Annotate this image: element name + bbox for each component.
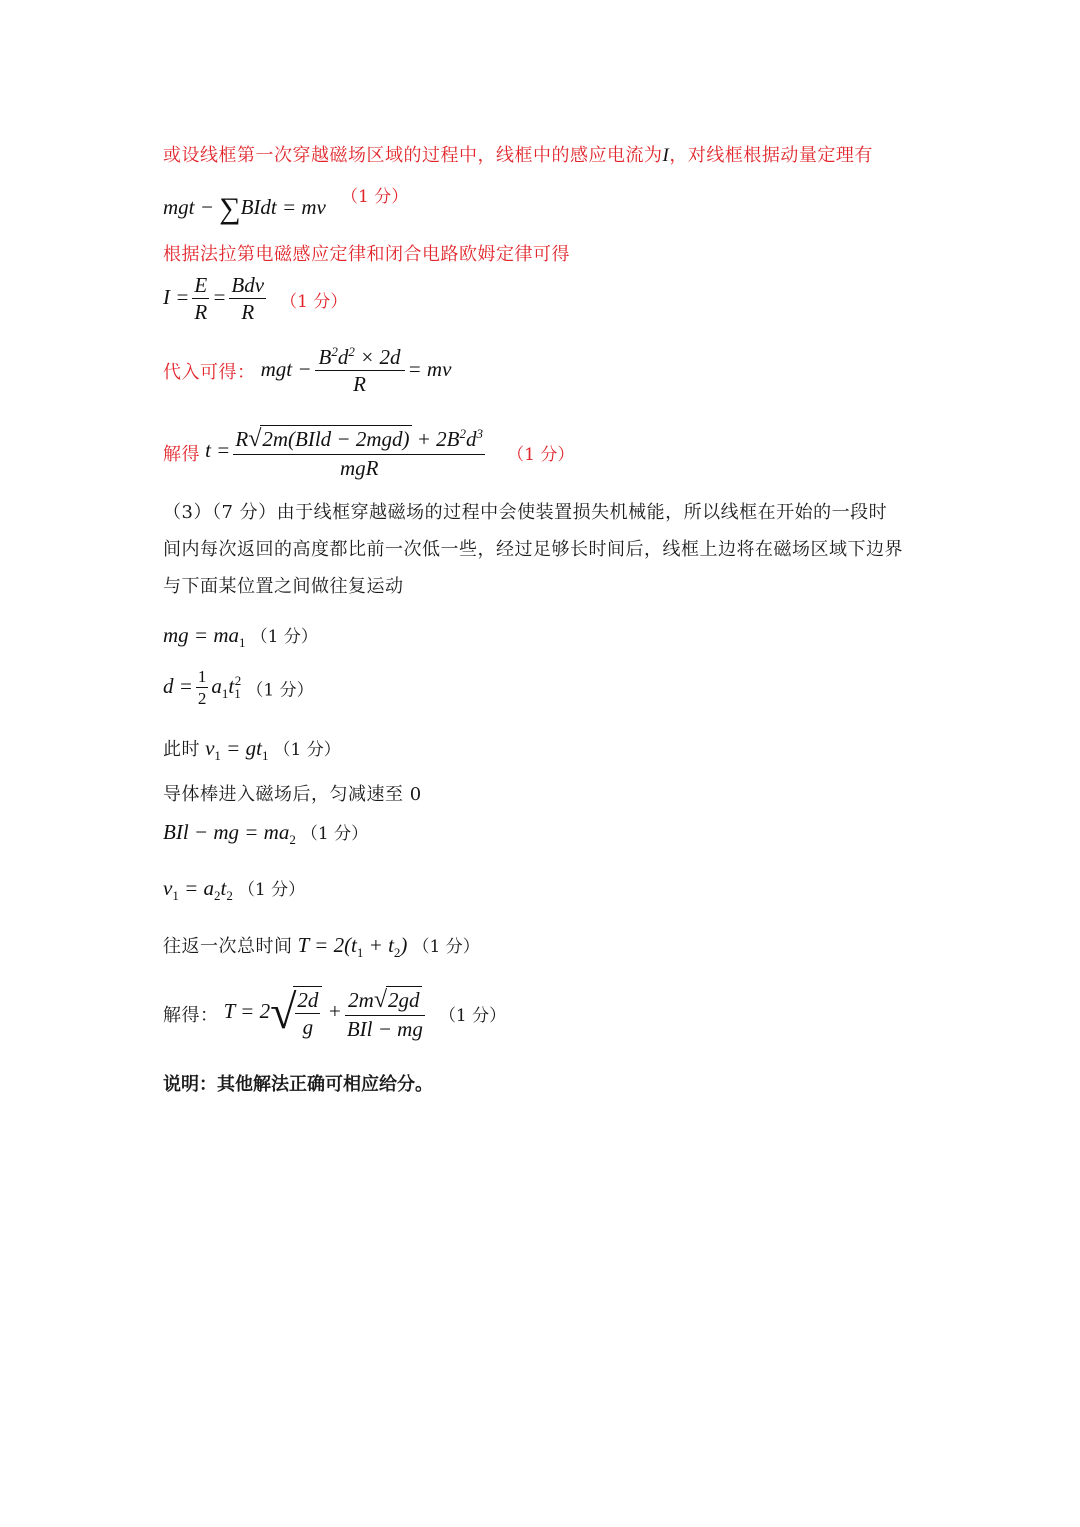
equation-distance (163, 666, 314, 710)
equation-gravity-body: mg = $ma_1$ (163, 623, 246, 651)
intro-text: 或设线框第一次穿越磁场区域的过程中，线框中的感应电流为 (163, 145, 663, 166)
score-label: （1 分） (273, 740, 341, 760)
score-label: （1 分） (237, 880, 306, 900)
equation-v1 (163, 875, 305, 904)
equation-final (163, 985, 506, 1042)
score-label: （1 分） (250, 627, 318, 647)
equation-deceleration-body: BIl − mg = $ma_2$ (163, 820, 296, 848)
rod-text: 导体棒进入磁场后，匀减速至 0 (163, 784, 422, 805)
score-label: （1 分） (300, 824, 369, 844)
equation-solve-t (163, 424, 574, 481)
equation-final-body: T = 2√ $\frac{2d}{g}$ + $\frac{2m√2gd}{\text{BIl − mg}}$ (223, 986, 423, 1041)
score-label: （1 分） (280, 291, 348, 312)
score-label: （1 分） (507, 445, 575, 466)
score-label: （1 分） (340, 187, 409, 207)
part3-line-2: 间内每次返回的高度都比前一次低一些，经过足够长时间后，线框上边将在磁场区域下边界 (163, 539, 903, 560)
equation-velocity-body: $v_1 = gt_1$ (205, 736, 269, 764)
final-solve-label: 解得： (163, 1004, 219, 1026)
equation-substitution-body: mgt − $\frac{B^2d^2 \times 2d}{R}$ = mv (260, 344, 452, 397)
grading-note: 说明：其他解法正确可相应给分。 (163, 1074, 433, 1095)
equation-current-body: I = $\frac{E}{R}$ = $\frac{\text{Bdv}}{R}$ (163, 273, 265, 325)
equation-distance-body: d = $\frac{1}{2}$ $a_1t_1^2$ (163, 667, 242, 709)
equation-momentum (163, 182, 408, 226)
equation-gravity (163, 622, 318, 651)
law-text: 根据法拉第电磁感应定律和闭合电路欧姆定律可得 (163, 244, 570, 265)
equation-deceleration (163, 819, 368, 848)
current-variable: I (662, 145, 670, 166)
score-label: （1 分） (438, 1006, 507, 1027)
substitution-label: 代入可得： (163, 362, 256, 384)
at-this-time-label: 此时 (163, 739, 200, 760)
intro-tail: ，对线框根据动量定理有 (669, 145, 873, 166)
equation-solve-t-body: t = $\frac{R√2m(BIld - 2mgd) + 2B^2d^3}{\text{mgR}}$ (205, 426, 484, 480)
equation-period-body: $T = 2(t_1 + t_2)$ (297, 933, 408, 961)
score-label: （1 分） (412, 937, 480, 957)
part3-line-3: 与下面某位置之间做往复运动 (163, 576, 404, 597)
equation-period (163, 932, 480, 961)
part3-line-1: （3）（7 分）由于线框穿越磁场的过程中会使装置损失机械能，所以线框在开始的一段时 (163, 502, 888, 523)
equation-momentum-body: mgt − ∑BIdt = mv (163, 192, 326, 225)
round-trip-label: 往返一次总时间 (163, 936, 293, 957)
equation-velocity (163, 735, 341, 764)
equation-substitution (163, 344, 451, 398)
solve-label: 解得 (163, 443, 200, 465)
score-label: （1 分） (246, 680, 314, 701)
equation-v1-body: $v_1 = a_2t_2$ (163, 876, 233, 904)
equation-current (163, 272, 347, 326)
intro-line (163, 141, 873, 167)
